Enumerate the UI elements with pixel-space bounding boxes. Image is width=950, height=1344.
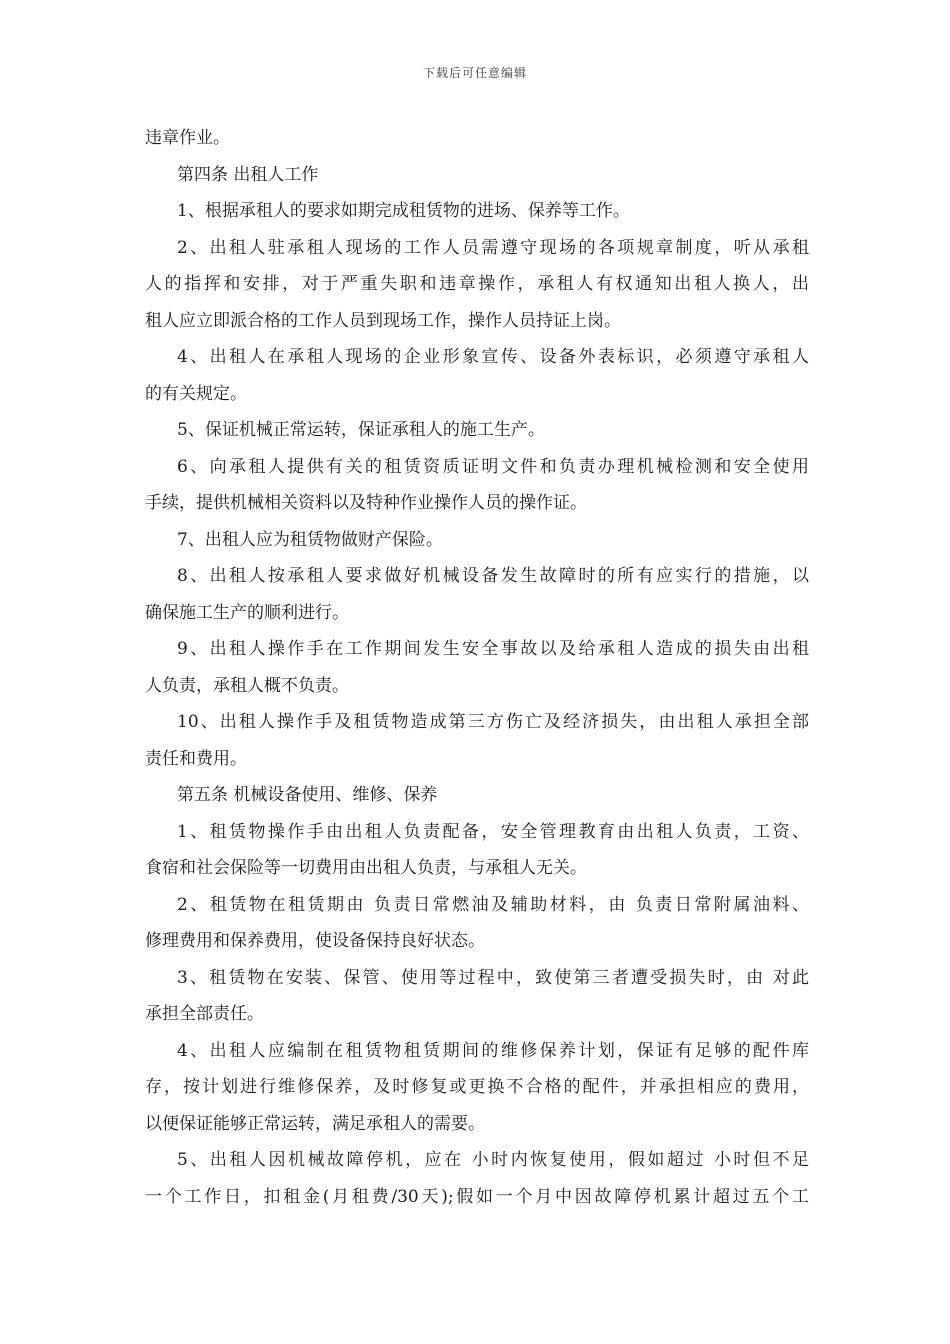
- text-line: 3、租赁物在安装、保管、使用等过程中，致使第三者遭受损失时，由 对此: [177, 967, 809, 988]
- text-line: 违章作业。: [145, 128, 230, 148]
- text-line: 4、出租人应编制在租赁物租赁期间的维修保养计划，保证有足够的配件库: [177, 1040, 809, 1061]
- text-line: 食宿和社会保险等一切费用由出租人负责，与承租人无关。: [145, 858, 587, 878]
- text-line: 7、出租人应为租赁物做财产保险。: [177, 529, 443, 550]
- text-line: 2、出租人驻承租人现场的工作人员需遵守现场的各项规章制度，听从承租: [177, 237, 809, 258]
- text-line: 第四条 出租人工作: [177, 164, 319, 185]
- text-line: 以便保证能够正常运转，满足承租人的需要。: [145, 1113, 485, 1134]
- text-line: 1、根据承租人的要求如期完成租赁物的进场、保养等工作。: [177, 201, 630, 221]
- text-line: 5、出租人因机械故障停机，应在 小时内恢复使用，假如超过 小时但不足: [177, 1150, 809, 1170]
- text-line: 的有关规定。: [145, 383, 247, 404]
- text-line: 2、租赁物在租赁期由 负责日常燃油及辅助材料，由 负责日常附属油料、: [177, 894, 809, 915]
- text-line: 第五条 机械设备使用、维修、保养: [177, 785, 438, 805]
- text-line: 1、租赁物操作手由出租人负责配备，安全管理教育由出租人负责，工资、: [177, 821, 809, 842]
- text-line: 4、出租人在承租人现场的企业形象宣传、设备外表标识，必须遵守承租人: [177, 347, 809, 367]
- text-line: 6、向承租人提供有关的租赁资质证明文件和负责办理机械检测和安全使用: [177, 456, 809, 477]
- text-line: 修理费用和保养费用，使设备保持良好状态。: [145, 931, 485, 951]
- page-header: 下载后可任意编辑: [422, 66, 527, 80]
- text-line: 存，按计划进行维修保养，及时修复或更换不合格的配件，并承担相应的费用，: [145, 1077, 809, 1097]
- text-line: 租人应立即派合格的工作人员到现场工作，操作人员持证上岗。: [145, 310, 621, 331]
- text-line: 人负责，承租人概不负责。: [145, 675, 349, 696]
- text-line: 人的指挥和安排，对于严重失职和违章操作，承租人有权通知出租人换人，出: [145, 274, 809, 294]
- text-line: 手续，提供机械相关资料以及特种作业操作人员的操作证。: [145, 493, 587, 513]
- text-line: 10、出租人操作手及租赁物造成第三方伤亡及经济损失，由出租人承担全部: [177, 712, 809, 732]
- text-line: 一个工作日，扣租金(月租费/30天);假如一个月中因故障停机累计超过五个工: [145, 1186, 809, 1207]
- text-line: 确保施工生产的顺利进行。: [145, 602, 349, 623]
- text-line: 5、保证机械正常运转，保证承租人的施工生产。: [177, 420, 545, 440]
- document-body: [145, 120, 809, 1215]
- text-line: 责任和费用。: [145, 748, 247, 769]
- text-line: 9、出租人操作手在工作期间发生安全事故以及给承租人造成的损失由出租: [177, 639, 809, 659]
- text-line: 承担全部责任。: [145, 1004, 264, 1024]
- text-line: 8、出租人按承租人要求做好机械设备发生故障时的所有应实行的措施，以: [177, 566, 809, 586]
